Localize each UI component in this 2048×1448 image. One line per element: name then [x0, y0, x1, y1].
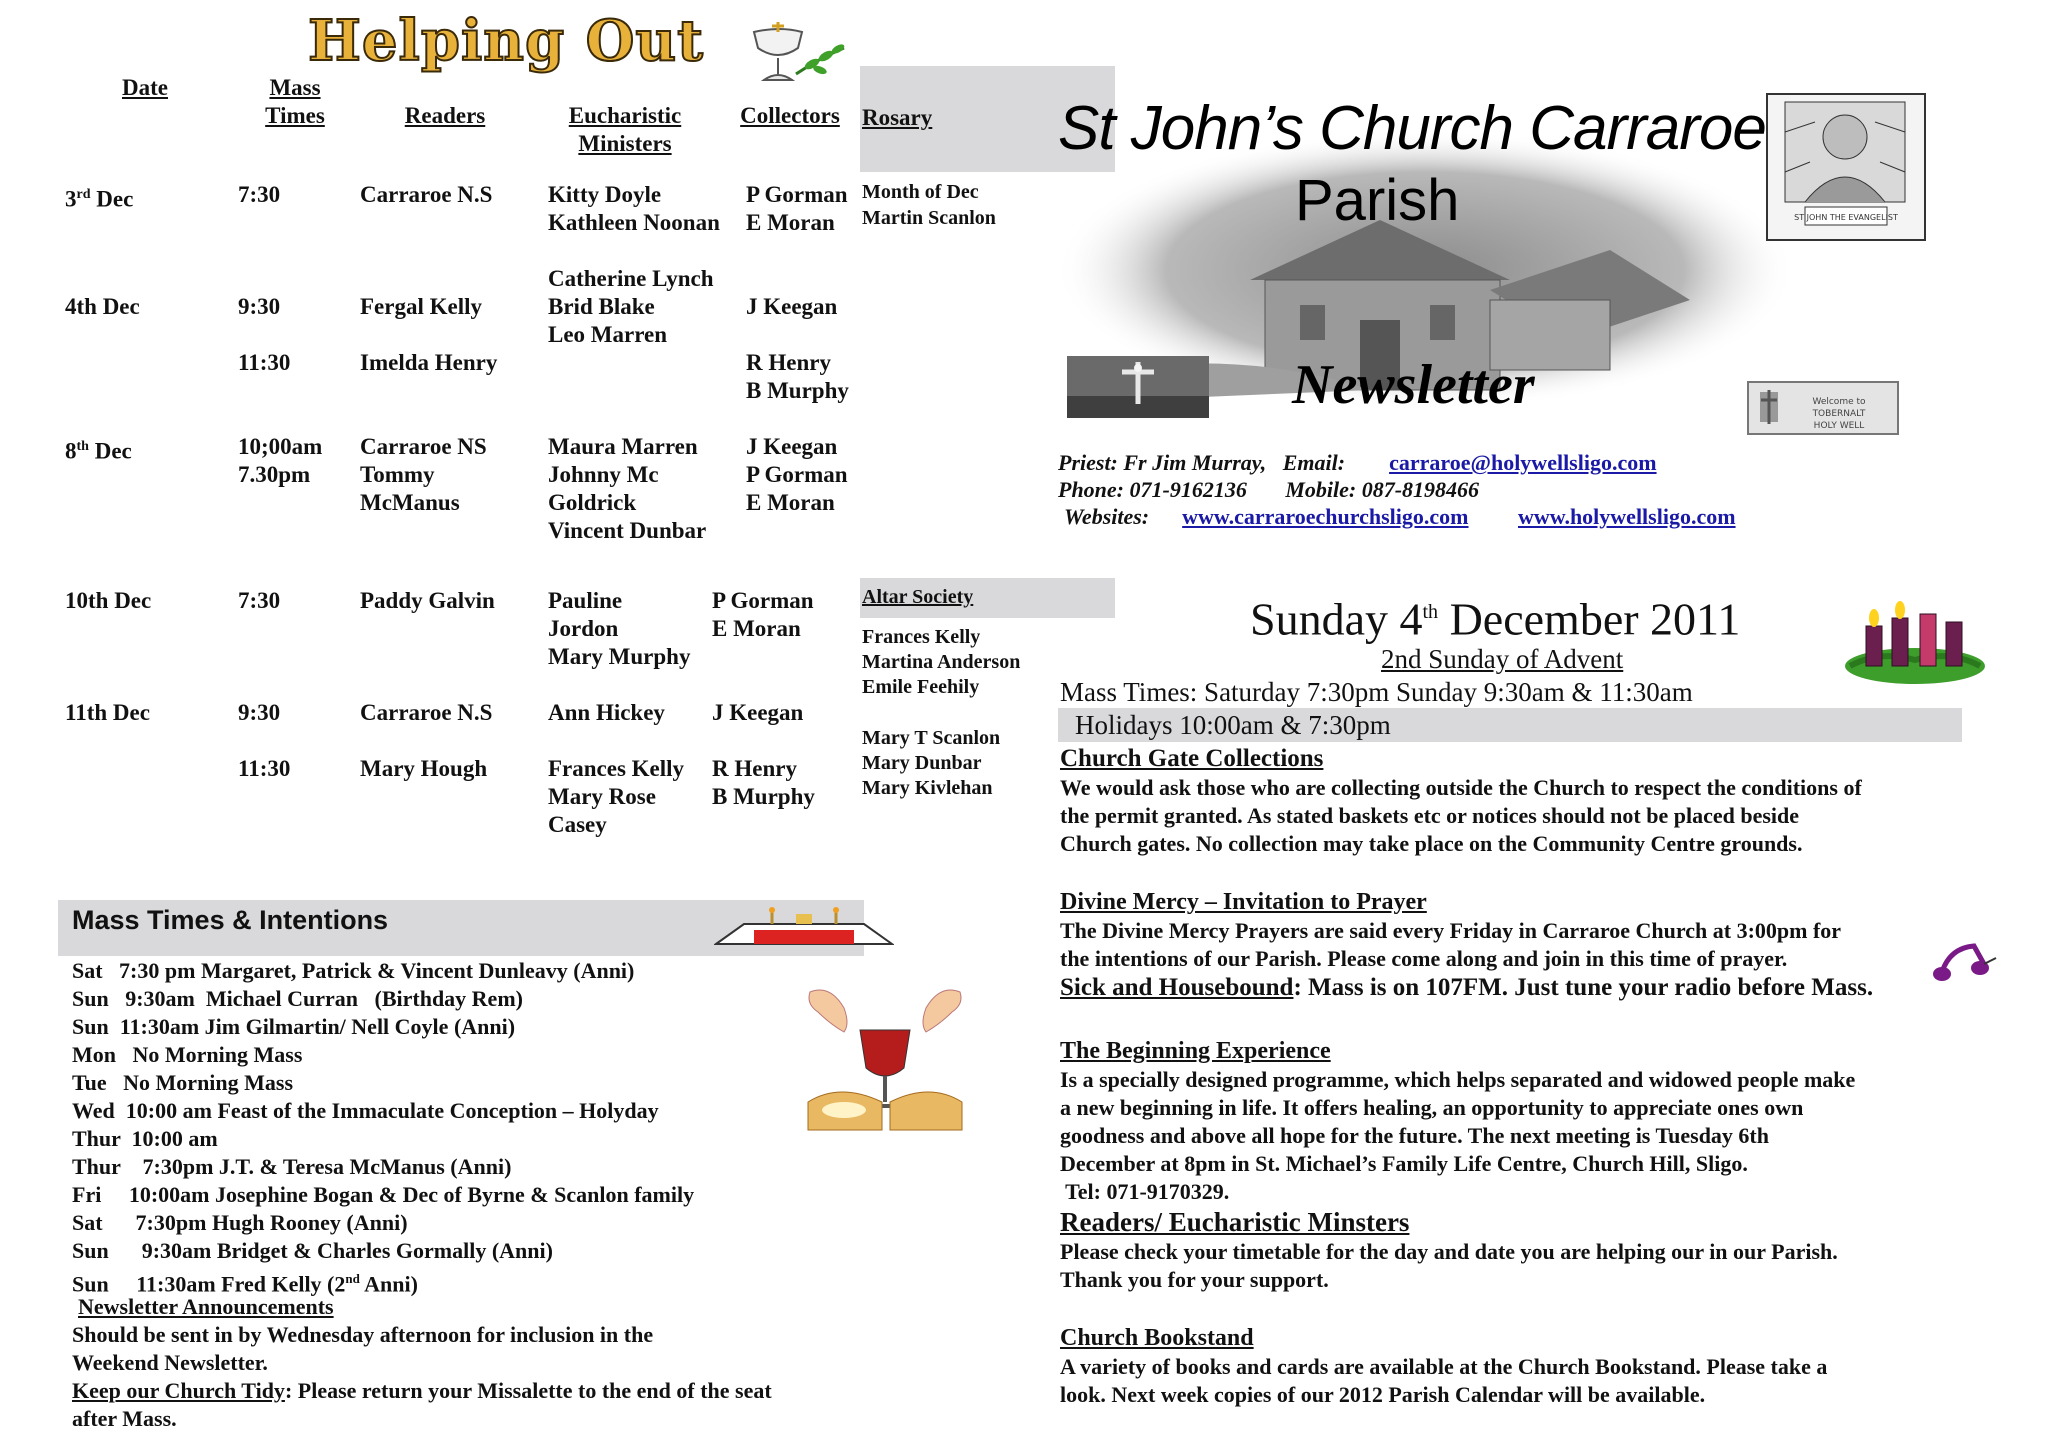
advent-subtitle: 2nd Sunday of Advent — [1381, 644, 1624, 674]
row-minister: Mary Murphy — [548, 644, 691, 669]
row-time: 11:30 — [238, 756, 291, 781]
intention-line: Mon No Morning Mass — [72, 1042, 303, 1067]
row-time: 10;00am — [238, 434, 323, 459]
rosary-line: Month of Dec — [862, 181, 979, 203]
stained-glass-window — [1765, 92, 1927, 242]
rosary-line: Martin Scanlon — [862, 207, 996, 229]
parish-word: Parish — [1295, 168, 1460, 233]
mercy-title: Divine Mercy – Invitation to Prayer — [1060, 889, 1427, 915]
header-readers: Readers — [404, 103, 486, 128]
row-time: 7:30 — [238, 588, 281, 613]
altar-member: Martina Anderson — [862, 651, 1021, 673]
beginning-line: Is a specially designed programme, which helps separated and widowed people make — [1060, 1067, 1856, 1092]
row-reader: Imelda Henry — [360, 350, 498, 375]
row-minister: Frances Kelly — [548, 756, 685, 781]
row-date: 11th Dec — [65, 700, 150, 725]
gate-line: Church gates. No collection may take place on the Community Centre grounds. — [1060, 831, 1803, 856]
row-reader: McManus — [360, 490, 460, 515]
row-minister: Jordon — [548, 616, 619, 641]
row-minister: Leo Marren — [548, 322, 668, 347]
header-date: Date — [122, 75, 168, 100]
chalice-icon — [740, 18, 850, 90]
readers-line: Please check your timetable for the day and date you are helping our in our Parish. — [1060, 1239, 1838, 1264]
tidy-line-2: after Mass. — [72, 1406, 177, 1431]
intention-line: Thur 7:30pm J.T. & Teresa McManus (Anni) — [72, 1154, 512, 1179]
holidays-line: Holidays 10:00am & 7:30pm — [1075, 710, 1391, 740]
intention-line: Sun 11:30am Jim Gilmartin/ Nell Coyle (Anni) — [72, 1014, 516, 1039]
row-time: 9:30 — [238, 294, 281, 319]
header-em-2: Ministers — [578, 131, 672, 156]
row-time: 7:30 — [238, 182, 281, 207]
altar-member: Mary Kivlehan — [862, 777, 993, 799]
altar-member: Emile Feehily — [862, 676, 980, 698]
row-collector: J Keegan — [746, 294, 838, 319]
row-collector: R Henry — [746, 350, 831, 375]
newsletter-word: Newsletter — [1292, 354, 1535, 416]
intention-line: Sun 9:30am Michael Curran (Birthday Rem) — [72, 986, 523, 1011]
row-date: 3rd Dec — [65, 186, 134, 212]
row-reader: Tommy — [360, 462, 435, 487]
website1-link[interactable]: www.carraroechurchsligo.com — [1182, 504, 1469, 529]
row-collector: P Gorman — [746, 182, 848, 207]
sick-line: Sick and Housebound: Mass is on 107FM. Just tune your radio before Mass. — [1060, 974, 1874, 1001]
row-collector: E Moran — [746, 210, 835, 235]
beginning-line: goodness and above all hope for the future. The next meeting is Tuesday 6th — [1060, 1123, 1769, 1148]
header-em-1: Eucharistic — [568, 103, 682, 128]
beginning-line: Tel: 071-9170329. — [1060, 1179, 1230, 1204]
row-date: 10th Dec — [65, 588, 152, 613]
gate-line: the permit granted. As stated baskets etc or notices should not be placed beside — [1060, 803, 1800, 828]
row-minister: Kitty Doyle — [548, 182, 662, 207]
row-reader: Mary Hough — [360, 756, 488, 781]
tidy-line: Keep our Church Tidy: Please return your Missalette to the end of the seat — [72, 1378, 772, 1403]
svg-text:HOLY WELL: HOLY WELL — [1813, 421, 1865, 431]
intention-line: Thur 10:00 am — [72, 1126, 218, 1151]
row-minister: Casey — [548, 812, 607, 837]
row-date: 8th Dec — [65, 438, 132, 464]
row-reader: Carraroe N.S — [360, 700, 493, 725]
announce-line: Weekend Newsletter. — [72, 1350, 268, 1375]
svg-text:TOBERNALT: TOBERNALT — [1812, 409, 1866, 419]
altar-member: Mary Dunbar — [862, 752, 982, 774]
row-collector: P Gorman — [746, 462, 848, 487]
row-minister: Kathleen Noonan — [548, 210, 720, 235]
intention-line: Wed 10:00 am Feast of the Immaculate Conception – Holyday — [72, 1098, 659, 1123]
advent-candles-icon — [1840, 590, 1990, 686]
row-collector: R Henry — [712, 756, 797, 781]
eucharist-icon — [800, 984, 970, 1134]
row-minister: Brid Blake — [548, 294, 655, 319]
websites-line: Websites: www.carraroechurchsligo.com www.holywellsligo.com — [1064, 504, 1736, 529]
header-mass-1: Mass — [269, 75, 321, 100]
readers-line: Thank you for your support. — [1060, 1267, 1329, 1292]
row-minister: Maura Marren — [548, 434, 698, 459]
intentions-title: Mass Times & Intentions — [72, 905, 389, 935]
music-note-icon — [1928, 938, 2000, 986]
row-time: 7.30pm — [238, 462, 311, 487]
mass-times-line: Mass Times: Saturday 7:30pm Sunday 9:30am & 11:30am — [1060, 677, 1693, 707]
row-time: 11:30 — [238, 350, 291, 375]
phone-line: Phone: 071-9162136 Mobile: 087-8198466 — [1058, 477, 1480, 502]
row-collector: B Murphy — [746, 378, 849, 403]
helping-out-title: Helping Out — [308, 8, 704, 74]
church-name: St John’s Church Carraroe — [1058, 94, 1766, 163]
altar-title: Altar Society — [862, 586, 974, 608]
row-reader: Carraroe N.S — [360, 182, 493, 207]
row-collector: J Keegan — [712, 700, 804, 725]
announce-title: Newsletter Announcements — [78, 1294, 334, 1319]
holy-well-sign — [1744, 376, 1904, 440]
altar-member: Mary T Scanlon — [862, 727, 1001, 749]
intention-line: Fri 10:00am Josephine Bogan & Dec of Byrne & Scanlon family — [72, 1182, 695, 1207]
sunday-date: Sunday 4th December 2011 — [1250, 593, 1741, 645]
crucifix-photo — [1067, 356, 1209, 418]
row-date: 4th Dec — [65, 294, 140, 319]
row-reader: Paddy Galvin — [360, 588, 495, 613]
intention-line: Sat 7:30pm Hugh Rooney (Anni) — [72, 1210, 408, 1235]
website2-link[interactable]: www.holywellsligo.com — [1518, 504, 1736, 529]
mercy-line: The Divine Mercy Prayers are said every Friday in Carraroe Church at 3:00pm for — [1060, 918, 1842, 943]
altar-member: Frances Kelly — [862, 626, 981, 648]
row-minister: Pauline — [548, 588, 623, 613]
readers-title: Readers/ Eucharistic Minsters — [1060, 1207, 1410, 1237]
row-minister: Vincent Dunbar — [548, 518, 707, 543]
beginning-title: The Beginning Experience — [1060, 1038, 1331, 1064]
beginning-line: December at 8pm in St. Michael’s Family Life Centre, Church Hill, Sligo. — [1060, 1151, 1748, 1176]
altar-icon — [714, 900, 894, 950]
bookstand-title: Church Bookstand — [1060, 1325, 1254, 1351]
header-mass-2: Times — [265, 103, 325, 128]
row-minister: Mary Rose — [548, 784, 656, 809]
row-collector: E Moran — [746, 490, 835, 515]
gate-line: We would ask those who are collecting outside the Church to respect the conditions of — [1060, 775, 1862, 800]
priest-line: Priest: Fr Jim Murray, Email: carraroe@holywellsligo.com — [1058, 450, 1657, 475]
intention-line: Sun 9:30am Bridget & Charles Gormally (Anni) — [72, 1238, 553, 1263]
rosary-title: Rosary — [862, 105, 933, 130]
intention-line: Tue No Morning Mass — [72, 1070, 294, 1095]
sign-text: Welcome to — [1812, 397, 1866, 407]
row-minister: Johnny Mc — [548, 462, 659, 487]
row-minister: Ann Hickey — [548, 700, 665, 725]
row-time: 9:30 — [238, 700, 281, 725]
intention-line: Sat 7:30 pm Margaret, Patrick & Vincent Dunleavy (Anni) — [72, 958, 635, 983]
email-link[interactable]: carraroe@holywellsligo.com — [1389, 450, 1657, 475]
row-collector: P Gorman — [712, 588, 814, 613]
beginning-line: a new beginning in life. It offers healing, an opportunity to appreciate ones own — [1060, 1095, 1804, 1120]
row-collector: B Murphy — [712, 784, 815, 809]
row-minister: Goldrick — [548, 490, 637, 515]
row-reader: Carraroe NS — [360, 434, 487, 459]
window-caption: ST JOHN THE EVANGELIST — [1794, 213, 1898, 222]
row-minister: Catherine Lynch — [548, 266, 714, 291]
mercy-line: the intentions of our Parish. Please come along and join in this time of prayer. — [1060, 946, 1788, 971]
header-collectors: Collectors — [740, 103, 840, 128]
gate-title: Church Gate Collections — [1060, 745, 1324, 772]
bookstand-line: A variety of books and cards are available at the Church Bookstand. Please take a — [1060, 1354, 1828, 1379]
row-collector: E Moran — [712, 616, 801, 641]
bookstand-line: look. Next week copies of our 2012 Parish Calendar will be available. — [1060, 1382, 1706, 1407]
intention-line: Sun 11:30am Fred Kelly (2nd Anni) — [72, 1271, 418, 1297]
row-collector: J Keegan — [746, 434, 838, 459]
announce-line: Should be sent in by Wednesday afternoon for inclusion in the — [72, 1322, 654, 1347]
row-reader: Fergal Kelly — [360, 294, 482, 319]
